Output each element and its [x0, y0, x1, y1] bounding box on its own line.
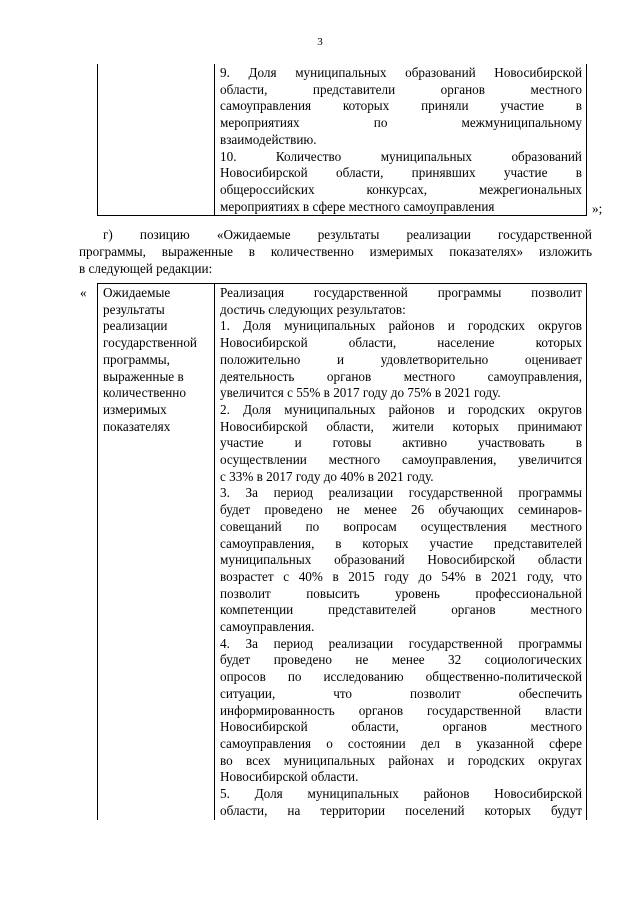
- results-line: компетенции представителей органов местного: [220, 602, 582, 618]
- table1-line: Новосибирской области, принявших участие в: [220, 165, 582, 181]
- results-line: самоуправления, в которых участие представителей: [220, 535, 582, 551]
- table1-line: 9. Доля муниципальных образований Новосибирской: [220, 65, 582, 80]
- results-line: Реализация государственной программы позволит: [220, 285, 582, 300]
- results-line: участие и готовы активно участвовать в: [220, 435, 582, 451]
- label-line: показателях: [103, 418, 171, 434]
- results-line: области, на территории поселений которых будут: [220, 802, 582, 818]
- results-line: во всех муниципальных районах и городских округах: [220, 752, 582, 768]
- results-line: Новосибирской области, жители которых принимают: [220, 418, 582, 434]
- results-label-cell: [98, 284, 215, 820]
- table1-line: взаимодействию.: [220, 131, 317, 147]
- table1-line: мероприятиях в сфере местного самоуправления: [220, 198, 495, 214]
- label-line: Ожидаемые: [103, 285, 171, 300]
- amendment-paragraph: [79, 227, 592, 277]
- results-content-cell: [215, 284, 587, 820]
- results-line: совещаний по вопросам осуществления местного: [220, 518, 582, 534]
- label-line: результаты: [103, 301, 165, 317]
- paragraph-line: г) позицию «Ожидаемые результаты реализации государственной: [103, 227, 592, 242]
- results-line: 4. За период реализации государственной программы: [220, 635, 582, 651]
- results-line: с 33% в 2017 году до 40% в 2021 году.: [220, 468, 434, 484]
- results-line: возрастет с 40% в 2015 году до 54% в 2021 году, что: [220, 568, 582, 584]
- paragraph-line: программы, выраженные в количественно измеримых показателях» изложить: [79, 243, 592, 259]
- results-line: опросов по исследованию общественно-политической: [220, 669, 582, 685]
- table1-line: 10. Количество муниципальных образований: [220, 148, 582, 164]
- results-line: самоуправления о состоянии дел в указанной сфере: [220, 735, 582, 751]
- results-line: осуществлении местного самоуправления, увеличится: [220, 452, 582, 468]
- results-line: Новосибирской области, органов местного: [220, 719, 582, 735]
- results-line: деятельность органов местного самоуправления,: [220, 368, 582, 384]
- results-line: самоуправления.: [220, 619, 315, 635]
- results-line: достичь следующих результатов:: [220, 301, 406, 317]
- results-line: 5. Доля муниципальных районов Новосибирской: [220, 786, 582, 802]
- results-line: Новосибирской области.: [220, 769, 359, 785]
- results-line: увеличится с 55% в 2017 году до 75% в 2021 году.: [220, 385, 501, 401]
- results-line: 3. За период реализации государственной программы: [220, 485, 582, 501]
- table1-line: самоуправления которых приняли участие в: [220, 98, 582, 114]
- indicators-table-continued: [97, 64, 587, 216]
- results-line: положительно и удовлетворительно оценивает: [220, 351, 582, 367]
- label-line: программы,: [103, 351, 170, 367]
- table1-line: мероприятиях по межмуниципальному: [220, 115, 582, 131]
- label-line: выраженные в: [103, 368, 184, 384]
- label-line: реализации: [103, 318, 168, 334]
- label-line: измеримых: [103, 401, 167, 417]
- results-line: ситуации, что позволит обеспечить: [220, 685, 582, 701]
- table1-content-cell: [215, 64, 587, 216]
- paragraph-line: в следующей редакции:: [79, 260, 213, 276]
- table1-line: области, представители органов местного: [220, 81, 582, 97]
- results-line: информированность органов государственной власти: [220, 702, 582, 718]
- table1-left-cell: [98, 64, 215, 216]
- opening-quote: «: [80, 285, 87, 300]
- results-line: муниципальных образований Новосибирской области: [220, 552, 582, 568]
- label-line: государственной: [103, 335, 197, 351]
- results-line: 1. Доля муниципальных районов и городских округов: [220, 318, 582, 334]
- label-line: количественно: [103, 385, 186, 401]
- results-line: Новосибирской области, население которых: [220, 335, 582, 351]
- page-number: 3: [317, 36, 323, 48]
- results-line: будет проведено не менее 26 обучающих семинаров-: [220, 502, 582, 518]
- results-line: позволит повысить уровень профессиональной: [220, 585, 582, 601]
- results-line: будет проведено не менее 32 социологических: [220, 652, 582, 668]
- closing-quote: »;: [592, 201, 603, 216]
- table1-line: общероссийских конкурсах, межрегиональных: [220, 181, 582, 197]
- results-line: 2. Доля муниципальных районов и городских округов: [220, 401, 582, 417]
- expected-results-table: [97, 283, 587, 820]
